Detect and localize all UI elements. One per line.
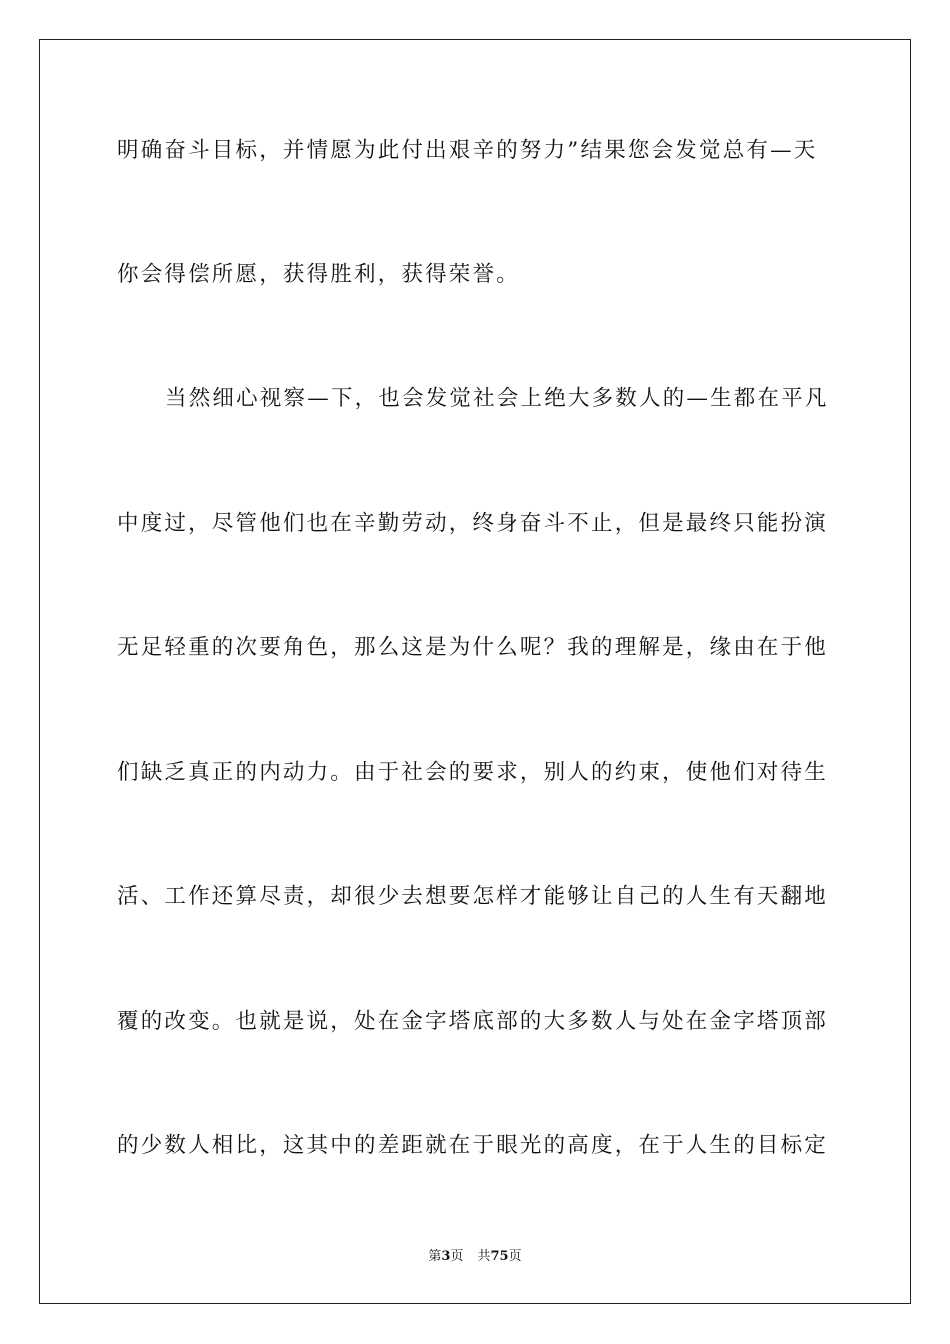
page-prefix: 第 [428,1249,442,1264]
page-footer [0,1248,950,1266]
body-line-2: 你会得偿所愿，获得胜利，获得荣誉。 [117,262,520,287]
body-line-6: 们缺乏真正的内动力。由于社会的要求，别人的约束，使他们对待生 [117,760,829,785]
page-suffix: 页 [450,1249,464,1264]
body-line-9: 的少数人相比，这其中的差距就在于眼光的高度，在于人生的目标定 [117,1133,829,1158]
body-line-3: 当然细心视察—下，也会发觉社会上绝大多数人的—生都在平凡 [165,386,829,411]
page-border [39,39,911,1304]
body-line-7: 活、工作还算尽责，却很少去想要怎样才能够让自己的人生有天翻地 [117,884,829,909]
total-pages: 75 [490,1249,509,1264]
page-number: 3 [441,1249,451,1264]
total-prefix: 共 [477,1249,491,1264]
total-suffix: 页 [508,1249,522,1264]
body-line-8: 覆的改变。也就是说，处在金字塔底部的大多数人与处在金字塔顶部 [117,1009,829,1034]
body-line-4: 中度过，尽管他们也在辛勤劳动，终身奋斗不止，但是最终只能扮演 [117,511,829,536]
body-line-5: 无足轻重的次要角色，那么这是为什么呢？我的理解是，缘由在于他 [117,635,829,660]
body-line-1: 明确奋斗目标，并情愿为此付出艰辛的努力”结果您会发觉总有—天 [117,138,818,163]
